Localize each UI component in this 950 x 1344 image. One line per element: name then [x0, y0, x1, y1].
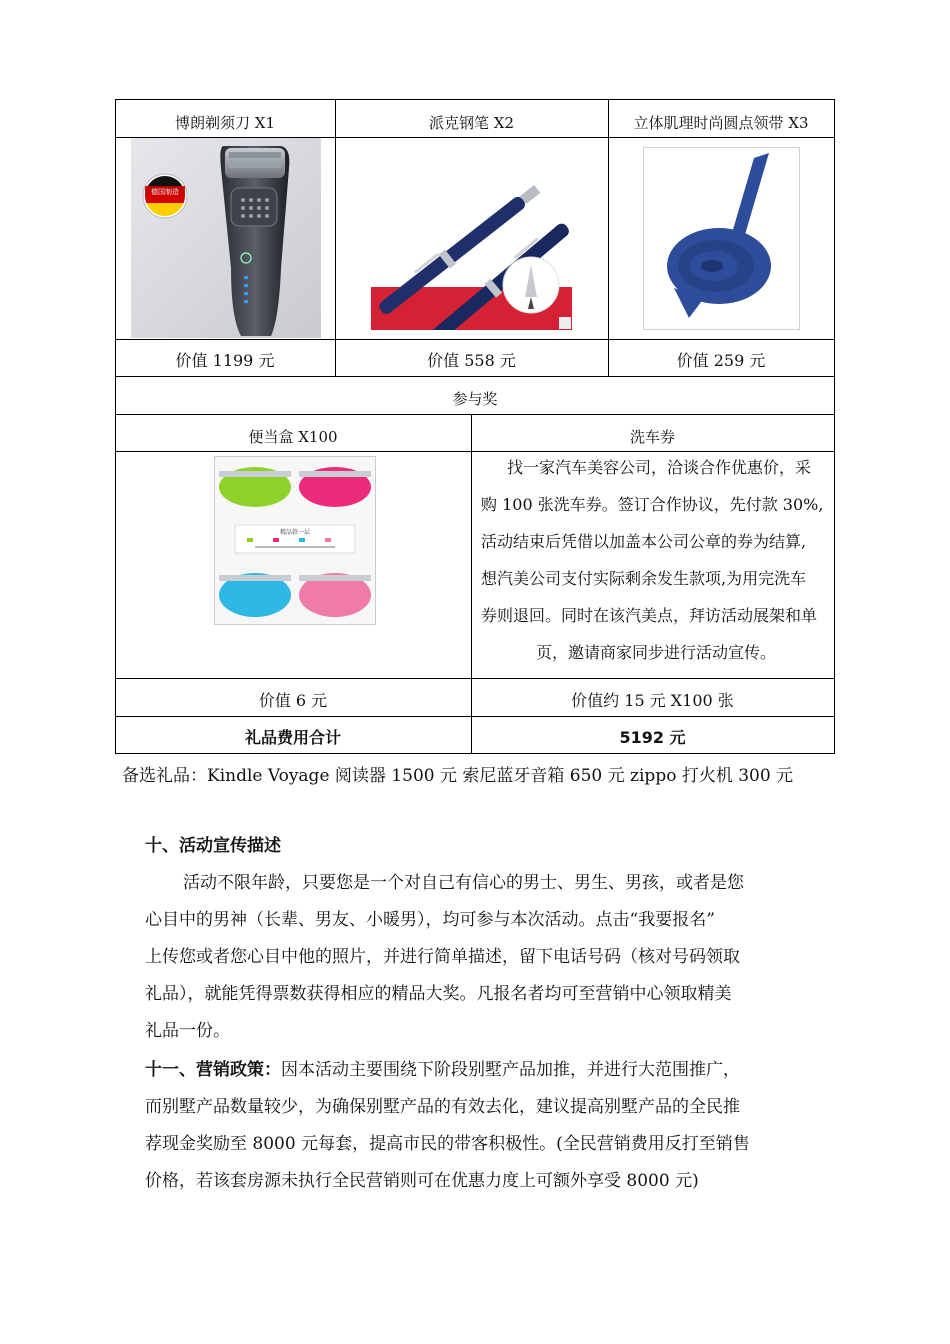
shaver-value: 价值 1199 元 [175, 351, 275, 370]
total-value: 5192 元 [619, 728, 686, 747]
section-10-heading: 十、活动宣传描述 [145, 836, 281, 856]
tie-header: 立体肌理时尚圆点领带 X3 [633, 114, 809, 132]
carwash-desc-line: 购 100 张洗车券。签订合作协议，先付款 30%, [481, 495, 824, 514]
carwash-desc-line: 券则退回。同时在该汽美点，拜访活动展架和单 [481, 606, 818, 625]
shaver-header: 博朗剃须刀 X1 [175, 114, 275, 132]
shaver-image [131, 138, 321, 338]
carwash-header: 洗车券 [629, 428, 675, 446]
green-lunchbox [219, 467, 291, 507]
svg-text:精品款一层: 精品款一层 [279, 529, 311, 536]
lunchbox-header: 便当盒 X100 [248, 428, 338, 446]
section-11-heading: 十一、营销政策： [145, 1060, 281, 1080]
section-11-line: 而别墅产品数量较少，为确保别墅产品的有效去化，建议提高别墅产品的全民推 [145, 1097, 740, 1117]
tie-image [643, 147, 800, 330]
section-11-line: 因本活动主要围绕下阶段别墅产品加推，并进行大范围推广， [281, 1060, 740, 1080]
pen-header: 派克钢笔 X2 [429, 114, 514, 132]
lunchbox-image [214, 456, 376, 625]
participation-award-title: 参与奖 [452, 390, 498, 408]
section-10-line: 礼品），就能凭得票数获得相应的精品大奖。凡报名者均可至营销中心领取精美 [145, 984, 732, 1004]
light-pink-lunchbox [299, 573, 371, 617]
carwash-value: 价值约 15 元 X100 张 [571, 691, 734, 710]
section-11-line: 荐现金奖励至 8000 元每套，提高市民的带客积极性。(全民营销费用反打至销售 [145, 1134, 750, 1154]
lunchbox-value: 价值 6 元 [258, 691, 328, 710]
section-10-line: 活动不限年龄，只要您是一个对自己有信心的男士、男生、男孩，或者是您 [183, 873, 744, 893]
pen-nib-icon [503, 257, 559, 313]
carwash-desc-line: 想汽美公司支付实际剩余发生款项,为用完洗车 [481, 569, 807, 588]
section-11-line: 价格，若该套房源未执行全民营销则可在优惠力度上可额外享受 8000 元) [145, 1171, 699, 1191]
carwash-description [481, 455, 831, 677]
pen-image [371, 147, 572, 330]
tie-value: 价值 259 元 [676, 351, 766, 370]
section-10 [145, 828, 825, 1050]
section-10-line: 上传您或者您心目中他的照片，并进行简单描述，留下电话号码（核对号码领取 [145, 947, 740, 967]
section-11 [145, 1052, 825, 1200]
cyan-lunchbox [219, 573, 291, 617]
carwash-desc-line: 找一家汽车美容公司，洽谈合作优惠价，采 [507, 458, 812, 477]
pink-lunchbox [299, 467, 371, 507]
pen-value: 价值 558 元 [427, 351, 516, 370]
carwash-desc-line: 活动结束后凭借以加盖本公司公章的券为结算, [481, 532, 807, 551]
svg-text:德国制造: 德国制造 [151, 188, 179, 196]
section-10-line: 心目中的男神（长辈、男友、小暖男），均可参与本次活动。点击“我要报名” [145, 910, 715, 930]
total-label: 礼品费用合计 [244, 728, 341, 747]
carwash-desc-line: 页，邀请商家同步进行活动宣传。 [535, 643, 776, 662]
alt-gifts-note: 备选礼品：Kindle Voyage 阅读器 1500 元 索尼蓝牙音箱 650 元 zippo 打火机 300 元 [122, 766, 794, 786]
section-10-line: 礼品一份。 [145, 1021, 230, 1041]
